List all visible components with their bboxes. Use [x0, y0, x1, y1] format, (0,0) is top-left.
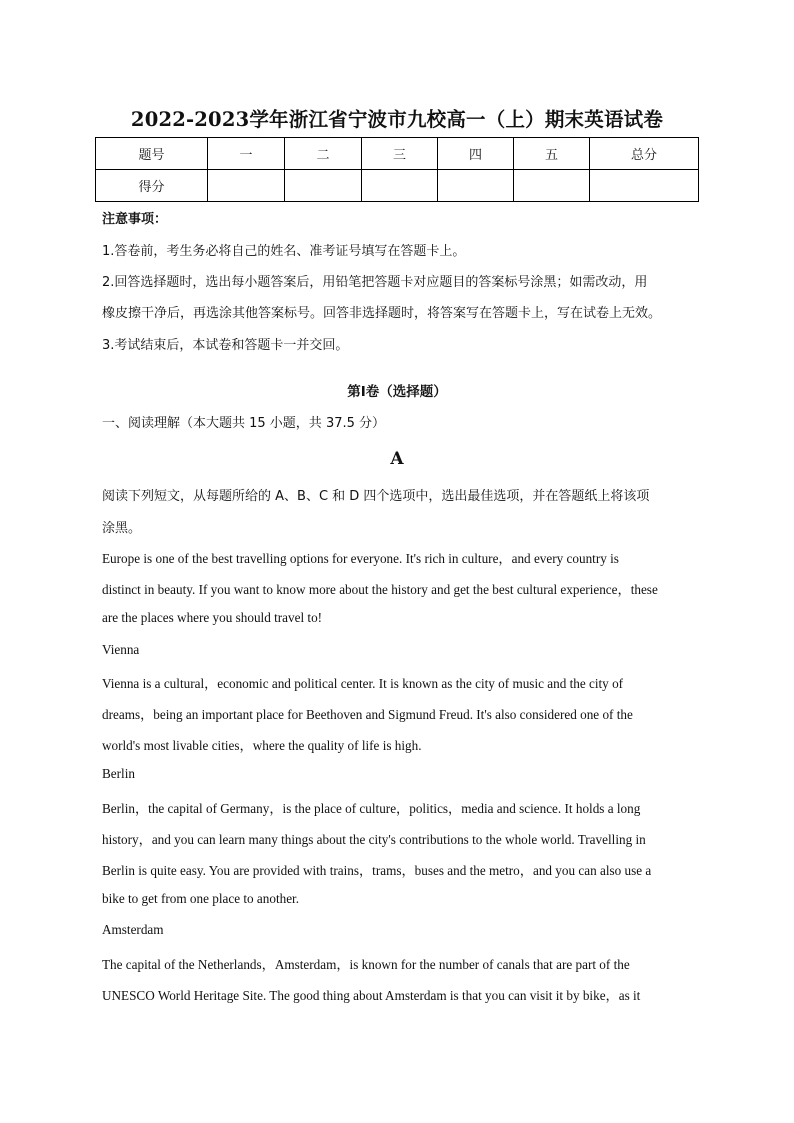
passage-letter: A	[390, 449, 404, 469]
score-cell	[362, 170, 438, 202]
notes-heading: 注意事项：	[102, 212, 168, 227]
passage-line: bike to get from one place to another.	[102, 891, 300, 906]
notes-item-3: 3.考试结束后，本试卷和答题卡一并交回。	[102, 338, 349, 353]
instruction-line-1: 阅读下列短文，从每题所给的 A、B、C 和 D 四个选项中，选出最佳选项，并在答题纸上将该项	[102, 489, 650, 504]
passage-line: dreams，being an important place for Beethoven and Sigmund Freud. It's also considered one of the	[102, 707, 633, 722]
passage-line: world's most livable cities，where the quality of life is high.	[102, 738, 422, 753]
passage-line: Europe is one of the best travelling options for everyone. It's rich in culture，and every country is	[102, 551, 619, 566]
subheading-berlin: Berlin	[102, 766, 135, 781]
score-cell	[208, 170, 285, 202]
part-title: 第Ⅰ卷（选择题）	[347, 384, 447, 400]
score-cell	[285, 170, 362, 202]
passage-line: Berlin，the capital of Germany，is the place of culture，politics，media and science. It holds a long	[102, 801, 641, 816]
subheading-vienna: Vienna	[102, 642, 140, 657]
passage-line: Berlin is quite easy. You are provided with trains，trams，buses and the metro，and you can also use a	[102, 863, 652, 878]
subheading-amsterdam: Amsterdam	[102, 922, 164, 937]
score-table-header-cell: 三	[362, 138, 438, 170]
score-table-header-cell: 五	[514, 138, 590, 170]
score-table-header-cell: 四	[438, 138, 514, 170]
passage-line: The capital of the Netherlands，Amsterdam，is known for the number of canals that are part of the	[102, 957, 630, 972]
score-table	[95, 137, 699, 202]
passage-line: Vienna is a cultural，economic and political center. It is known as the city of music and the city of	[102, 676, 624, 691]
score-table-header-cell: 总分	[590, 138, 699, 170]
score-cell	[590, 170, 699, 202]
score-cell	[514, 170, 590, 202]
score-row-label: 得分	[96, 170, 208, 202]
passage-line: UNESCO World Heritage Site. The good thing about Amsterdam is that you can visit it by bike，as it	[102, 988, 641, 1003]
score-table-score-row	[96, 170, 699, 202]
score-table-header-cell: 二	[285, 138, 362, 170]
score-table-header-cell: 一	[208, 138, 285, 170]
passage-line: distinct in beauty. If you want to know more about the history and get the best cultural experience，these	[102, 582, 658, 597]
score-table-header-cell: 题号	[96, 138, 208, 170]
score-cell	[438, 170, 514, 202]
passage-line: history，and you can learn many things about the city's contributions to the whole world. Travelling in	[102, 832, 646, 847]
notes-item-2-line-2: 橡皮擦干净后，再选涂其他答案标号。回答非选择题时，将答案写在答题卡上，写在试卷上无效。	[102, 306, 662, 321]
instruction-line-2: 涂黑。	[102, 521, 142, 536]
passage-line: are the places where you should travel to!	[102, 610, 323, 625]
section-heading: 一、阅读理解（本大题共 15 小题，共 37.5 分）	[102, 416, 386, 431]
score-table-header-row	[96, 138, 699, 170]
notes-item-2-line-1: 2.回答选择题时，选出每小题答案后，用铅笔把答题卡对应题目的答案标号涂黑；如需改动，用	[102, 275, 648, 290]
notes-item-1: 1.答卷前，考生务必将自己的姓名、准考证号填写在答题卡上。	[102, 244, 466, 259]
exam-title: 2022-2023学年浙江省宁波市九校高一（上）期末英语试卷	[130, 108, 664, 131]
